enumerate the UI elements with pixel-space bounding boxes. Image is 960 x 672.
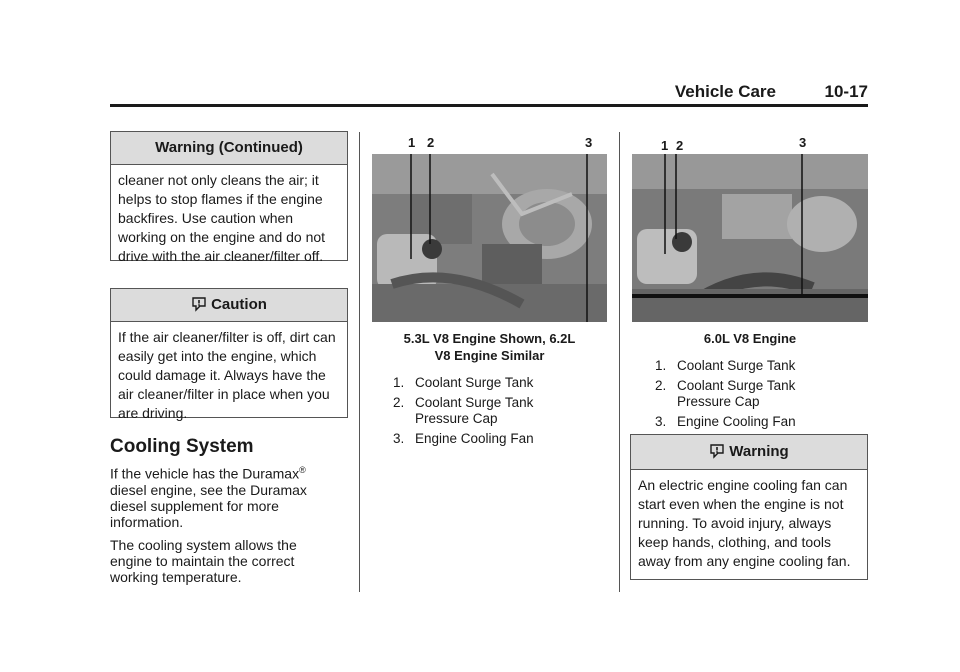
callout-3: 3 bbox=[585, 135, 593, 150]
para-text: If the vehicle has the Duramax bbox=[110, 465, 300, 482]
figure1-legend bbox=[393, 375, 603, 451]
figure2-legend bbox=[655, 358, 865, 434]
column-divider bbox=[359, 132, 360, 592]
caption-line: V8 Engine Similar bbox=[434, 348, 545, 363]
cooling-system-heading: Cooling System bbox=[110, 436, 254, 457]
list-item: 3. Engine Cooling Fan bbox=[655, 414, 796, 429]
warning-title: Warning bbox=[729, 443, 789, 460]
box-title bbox=[111, 289, 347, 322]
callout-2: 2 bbox=[427, 135, 435, 150]
page-header bbox=[110, 82, 868, 106]
callout-3: 3 bbox=[799, 135, 807, 150]
warning-icon bbox=[709, 443, 725, 459]
para-text: diesel engine, see the Duramax diesel supplement for more information. bbox=[110, 481, 307, 530]
engine-photo-5-3l bbox=[372, 154, 607, 322]
callout-1: 1 bbox=[408, 135, 416, 150]
box-body: If the air cleaner/filter is off, dirt can easily get into the engine, which could damage it. Always have the air cleaner/filter in place when you are driving. bbox=[118, 329, 336, 421]
section-title: Vehicle Care bbox=[674, 82, 776, 101]
figure1-caption bbox=[372, 330, 607, 364]
list-item: 3. Engine Cooling Fan bbox=[393, 431, 534, 446]
cooling-paragraph-2: The cooling system allows the engine to maintain the correct working temperature. bbox=[110, 537, 297, 585]
caption-line: 5.3L V8 Engine Shown, 6.2L bbox=[403, 331, 576, 346]
column-divider bbox=[619, 132, 620, 592]
cooling-paragraph-1 bbox=[110, 462, 345, 530]
box-title bbox=[631, 435, 867, 470]
caution-title: Caution bbox=[211, 296, 267, 313]
header-rule bbox=[110, 104, 868, 107]
list-item: 1. Coolant Surge Tank bbox=[393, 375, 534, 390]
figure2-caption: 6.0L V8 Engine bbox=[703, 331, 797, 346]
list-item: 2. Coolant Surge Tank Pressure Cap bbox=[393, 395, 534, 426]
list-item: 1. Coolant Surge Tank bbox=[655, 358, 796, 373]
warning-continued-box bbox=[110, 131, 348, 264]
box-body: An electric engine cooling fan can start even when the engine is not running. To avoid injury, always keep hands, clothing, and tools away from any engine cooling fan. bbox=[638, 477, 851, 569]
callout-2: 2 bbox=[676, 138, 684, 153]
box-title: Warning (Continued) bbox=[111, 132, 347, 165]
registered-mark: ® bbox=[299, 465, 306, 475]
box-body: cleaner not only cleans the air; it helps to stop flames if the engine backfires. Use caution when working on the engine and do not drive with the air cleaner/filter off. bbox=[118, 172, 326, 264]
list-item: 2. Coolant Surge Tank Pressure Cap bbox=[655, 378, 796, 409]
engine-photo-6-0l bbox=[632, 154, 868, 322]
callout-1: 1 bbox=[661, 138, 669, 153]
warning-fan-box bbox=[630, 434, 868, 580]
caution-box bbox=[110, 288, 348, 421]
caution-icon bbox=[191, 296, 207, 312]
page-number: 10-17 bbox=[824, 82, 868, 101]
